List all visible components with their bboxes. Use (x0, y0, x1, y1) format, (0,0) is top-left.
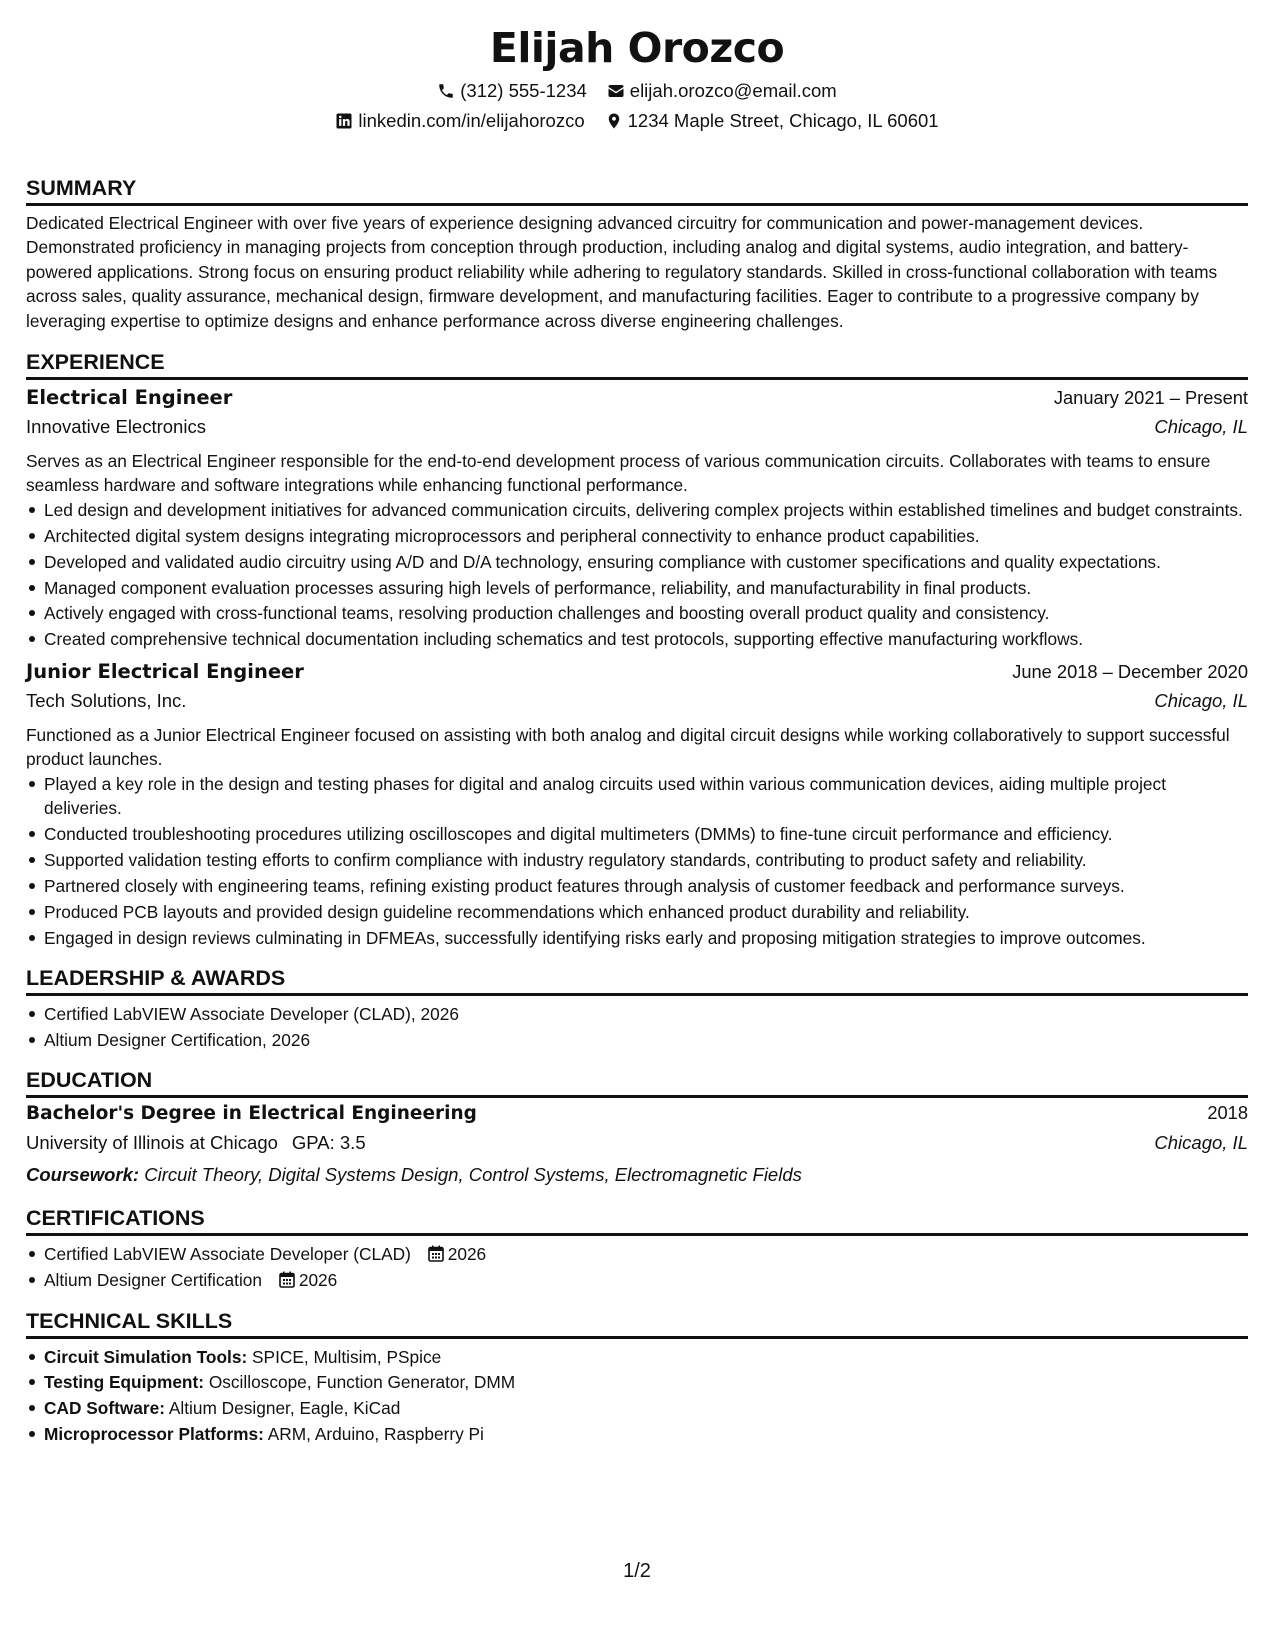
certifications-list (26, 1242, 1248, 1292)
skill-value: Altium Designer, Eagle, KiCad (168, 1398, 401, 1419)
resume-page (26, 0, 1248, 1650)
leadership-section (26, 964, 1248, 1052)
linkedin-icon (335, 112, 353, 130)
bullet-item: Created comprehensive technical documentation including schematics and test protocols, supporting effective manufacturing workflows. (26, 627, 1248, 651)
skills-list (26, 1345, 1248, 1447)
bullet-item: Produced PCB layouts and provided design guideline recommendations which enhanced product durability and reliability. (26, 900, 1248, 924)
skill-label: Testing Equipment: (44, 1372, 205, 1393)
experience-section (26, 348, 1248, 950)
graduation-year: 2018 (1207, 1102, 1248, 1124)
bullet-item: Managed component evaluation processes assuring high levels of performance, reliability, and manufacturability in final products. (26, 576, 1248, 600)
email-text: elijah.orozco@email.com (629, 80, 837, 101)
phone-text: (312) 555-1234 (460, 80, 587, 101)
job-location: Chicago, IL (1154, 689, 1248, 711)
job-title: Electrical Engineer (26, 386, 233, 410)
skill-value: Oscilloscope, Function Generator, DMM (208, 1372, 516, 1393)
skill-item (26, 1345, 1248, 1369)
job-header (26, 386, 1248, 416)
skill-item (26, 1422, 1248, 1446)
bullet-item: Led design and development initiatives for advanced communication circuits, delivering complex projects within established timelines and budget constraints. (26, 498, 1248, 522)
bullet-item: Developed and validated audio circuitry using A/D and D/A technology, ensuring compliance with customer specifications and quality expectations. (26, 550, 1248, 574)
address-text: 1234 Maple Street, Chicago, IL 60601 (627, 110, 939, 131)
certifications-section (26, 1204, 1248, 1292)
job-dates: January 2021 – Present (1053, 387, 1248, 409)
job-company: Tech Solutions, Inc. (26, 689, 187, 711)
bullet-item: Actively engaged with cross-functional teams, resolving production challenges and boosting overall product quality and consistency. (26, 601, 1248, 625)
certification-item (26, 1242, 1248, 1266)
skill-value: SPICE, Multisim, PSpice (252, 1346, 442, 1367)
school-line (26, 1132, 366, 1154)
envelope-icon (607, 82, 625, 100)
section-title-leadership: LEADERSHIP & AWARDS (26, 964, 1248, 996)
job-header (26, 660, 1248, 690)
bullet-item: Partnered closely with engineering teams, refining existing product features through analysis of customer feedback and performance surveys. (26, 874, 1248, 898)
school-location: Chicago, IL (1154, 1132, 1248, 1154)
job-subheader (26, 690, 1248, 720)
job-bullets (26, 772, 1248, 950)
candidate-name: Elijah Orozco (489, 24, 785, 72)
bullet-item: Conducted troubleshooting procedures utilizing oscilloscopes and digital multimeters (DMMs) to fine-tune circuit performance and efficiency. (26, 822, 1248, 846)
contact-email[interactable] (607, 76, 837, 106)
school-name: University of Illinois at Chicago (26, 1132, 278, 1154)
job-subheader (26, 416, 1248, 446)
education-section (26, 1066, 1248, 1190)
job-dates: June 2018 – December 2020 (1012, 660, 1248, 682)
contact-address (605, 106, 939, 136)
section-title-certifications: CERTIFICATIONS (26, 1204, 1248, 1236)
job-description: Functioned as a Junior Electrical Engineer focused on assisting with both analog and digital circuit designs while working collaboratively to support successful product launches. (26, 724, 1230, 770)
page-number: 1/2 (623, 1560, 651, 1582)
job-bullets (26, 498, 1248, 652)
summary-section (26, 174, 1248, 333)
bullet-item: Architected digital system designs integrating microprocessors and peripheral connectivity to enhance product capabilities. (26, 524, 1248, 548)
job-description: Serves as an Electrical Engineer responsible for the end-to-end development process of various communication circuits. Collaborates with teams to ensure seamless hardware and software integrations while enhancing functional performance. (26, 451, 1211, 496)
skills-section (26, 1307, 1248, 1447)
section-title-skills: TECHNICAL SKILLS (26, 1307, 1248, 1339)
contact-phone (437, 76, 587, 106)
skill-label: Microprocessor Platforms: (44, 1424, 264, 1445)
education-subheader (26, 1132, 1248, 1160)
contact-row-2 (26, 106, 1248, 136)
coursework (26, 1160, 1248, 1190)
bullet-item: Engaged in design reviews culminating in DFMEAs, successfully identifying risks early and proposing mitigation strategies to improve outcomes. (26, 926, 1248, 950)
job-entry (26, 660, 1248, 950)
award-item: Altium Designer Certification, 2026 (26, 1028, 1248, 1052)
certification-year: 2026 (298, 1270, 338, 1291)
leadership-list (26, 1002, 1248, 1052)
degree: Bachelor's Degree in Electrical Engineering (26, 1103, 477, 1125)
education-header (26, 1102, 1248, 1132)
award-item: Certified LabVIEW Associate Developer (CLAD), 2026 (26, 1002, 1248, 1026)
job-entry (26, 386, 1248, 652)
skill-value: ARM, Arduino, Raspberry Pi (267, 1424, 484, 1445)
job-company: Innovative Electronics (26, 416, 206, 438)
gpa: GPA: 3.5 (291, 1132, 366, 1154)
map-pin-icon (605, 112, 623, 130)
bullet-item: Supported validation testing efforts to confirm compliance with industry regulatory standards, contributing to product safety and reliability. (26, 848, 1248, 872)
section-title-education: EDUCATION (26, 1066, 1248, 1098)
skill-item (26, 1370, 1248, 1394)
contact-row-1 (26, 76, 1248, 106)
calendar-icon (279, 1271, 295, 1288)
job-title: Junior Electrical Engineer (26, 659, 304, 683)
skill-label: Circuit Simulation Tools: (44, 1346, 248, 1367)
coursework-list: Circuit Theory, Digital Systems Design, Control Systems, Electromagnetic Fields (144, 1164, 802, 1186)
certification-year: 2026 (447, 1244, 487, 1265)
phone-icon (437, 82, 455, 100)
job-location: Chicago, IL (1154, 416, 1248, 438)
certification-name: Altium Designer Certification (44, 1270, 263, 1291)
skill-label: CAD Software: (44, 1398, 165, 1419)
certification-name: Certified LabVIEW Associate Developer (CLAD) (44, 1244, 411, 1265)
linkedin-text: linkedin.com/in/elijahorozco (358, 110, 585, 131)
bullet-item: Played a key role in the design and testing phases for digital and analog circuits used within various communication devices, aiding multiple project deliveries. (26, 772, 1248, 821)
contact-linkedin[interactable] (335, 106, 584, 136)
certification-item (26, 1268, 1248, 1292)
skill-item (26, 1396, 1248, 1420)
section-title-summary: SUMMARY (26, 174, 1248, 206)
coursework-label: Coursework: (26, 1164, 140, 1186)
section-title-experience: EXPERIENCE (26, 348, 1248, 380)
summary-text: Dedicated Electrical Engineer with over five years of experience designing advanced circuitry for communication and power-management devices. Demonstrated proficiency in managing projects from conception through production, including analog and digital systems, audio integration, and battery-powered applications. Strong focus on ensuring product reliability while adhering to regulatory standards. Skilled in cross-functional collaboration with teams across sales, quality assurance, mechanical design, firmware development, and manufacturing facilities. Eager to contribute to a progressive company by leveraging expertise to optimize designs and enhance performance across diverse engineering challenges. (26, 213, 1218, 331)
calendar-icon (428, 1245, 444, 1262)
